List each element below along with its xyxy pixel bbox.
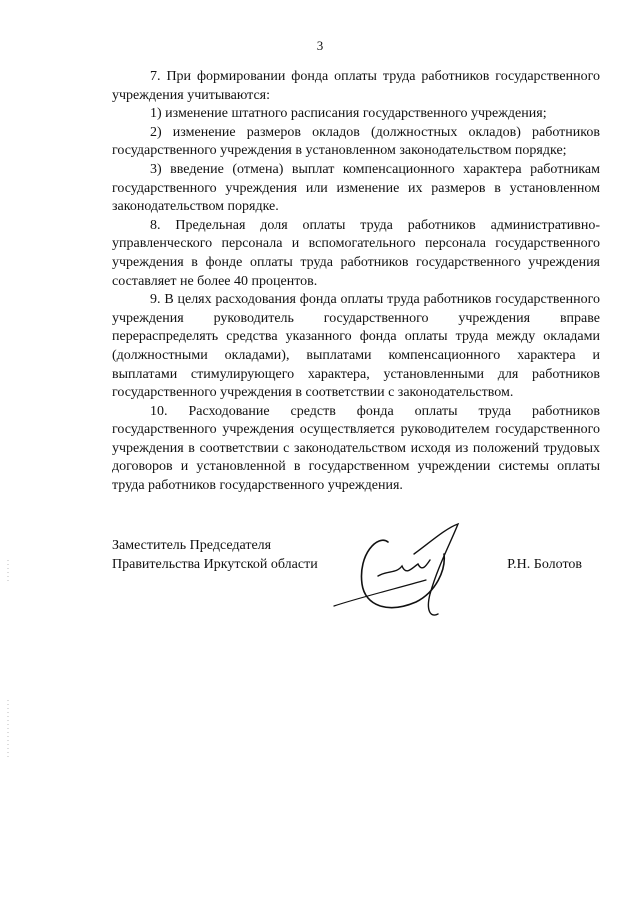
- paragraph-10: 10. Расходование средств фонда оплаты труда работников государственного учреждения осуществляется руководителем государственного учреждения в соответствии с законодательством исходя из положений трудовых договоров и установленной в государственном учреждении системы оплаты труда работников государственного учреждения.: [112, 403, 600, 494]
- signer-name: Р.Н. Болотов: [507, 557, 582, 572]
- paragraph-7-item-3: 3) введение (отмена) выплат компенсационного характера работникам государственного учреждения или изменение их размеров в установленном законодательством порядке.: [112, 161, 600, 215]
- signer-title-line-1: Заместитель Председателя: [112, 538, 272, 553]
- paragraph-7-item-2: 2) изменение размеров окладов (должностных окладов) работников государственного учреждения в установленном законодательством порядке;: [112, 124, 600, 159]
- handwritten-signature: [318, 514, 478, 624]
- signer-title-line-2: Правительства Иркутской области: [112, 557, 318, 572]
- page-number: 3: [316, 38, 324, 53]
- document-body: [112, 68, 600, 496]
- paragraph-7: 7. При формировании фонда оплаты труда работников государственного учреждения учитываются:: [112, 69, 600, 103]
- paragraph-7-item-1: 1) изменение штатного расписания государственного учреждения;: [150, 106, 547, 122]
- paragraph-8: 8. Предельная доля оплаты труда работников административно-управленческого персонала и вспомогательного персонала государственного учреждения в фонде оплаты труда работников государственного учреждения составляет не более 40 процентов.: [112, 217, 600, 289]
- paragraph-9: 9. В целях расходования фонда оплаты труда работников государственного учреждения руководитель государственного учреждения вправе перераспределять средства указанного фонда оплаты труда между окладами (должностными окладами), выплатами компенсационного характера и выплатами стимулирующего характера, установленными для работников государственного учреждения в соответствии с законодательством.: [112, 292, 600, 401]
- margin-scan-marks: [6, 560, 10, 760]
